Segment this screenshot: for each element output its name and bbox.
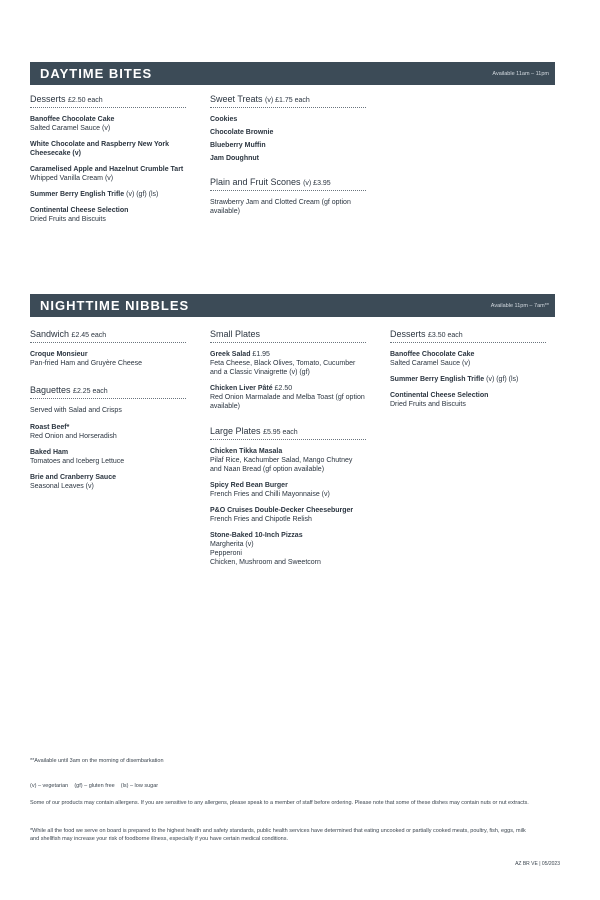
dietary-legend: (v) – vegetarian (gf) – gluten free (ls) – low sugar: [30, 783, 159, 789]
menu-item: Roast Beef* Red Onion and Horseradish: [30, 424, 117, 440]
menu-item: Jam Doughnut: [210, 155, 259, 162]
menu-item: P&O Cruises Double-Decker Cheeseburger French Fries and Chipotle Relish: [210, 507, 354, 523]
menu-item: Caramelised Apple and Hazelnut Crumble Tart Whipped Vanilla Cream (v): [30, 166, 184, 182]
nighttime-title: NIGHTTIME NIBBLES: [40, 298, 190, 313]
section-heading: Desserts £2.50 each: [30, 94, 186, 108]
menu-item: Chocolate Brownie: [210, 129, 274, 136]
scones-description: Strawberry Jam and Clotted Cream (gf option available): [210, 199, 351, 215]
menu-item: Summer Berry English Trifle (v) (gf) (ls): [30, 191, 159, 198]
menu-item: Banoffee Chocolate Cake Salted Caramel Sauce (v): [390, 351, 475, 367]
nighttime-banner: [30, 294, 555, 317]
daytime-desserts-section: [30, 94, 186, 231]
menu-item: Continental Cheese Selection Dried Fruits and Biscuits: [30, 207, 129, 223]
section-heading: Sweet Treats (v) £1.75 each: [210, 94, 366, 108]
section-heading: Small Plates: [210, 329, 366, 343]
section-heading: Large Plates £5.95 each: [210, 426, 366, 440]
menu-item: Chicken Tikka Masala Pilaf Rice, Kachumber Salad, Mango Chutney and Naan Bread (gf option available): [210, 448, 353, 473]
menu-item: Spicy Red Bean Burger French Fries and Chilli Mayonnaise (v): [210, 482, 330, 498]
menu-item: Croque Monsieur Pan-fried Ham and Gruyère Cheese: [30, 351, 143, 367]
daytime-availability: Available 11am – 11pm: [492, 70, 549, 77]
plates-column: [210, 329, 366, 574]
menu-item: White Chocolate and Raspberry New York Cheesecake (v): [30, 141, 169, 157]
document-code: AZ BR VE | 05/2023: [515, 861, 560, 867]
menu-item: Chicken Liver Pâté £2.50 Red Onion Marmalade and Melba Toast (gf option available): [210, 385, 365, 410]
menu-item: Greek Salad £1.95 Feta Cheese, Black Olives, Tomato, Cucumber and a Classic Vinaigrette (v) (gf): [210, 351, 356, 376]
menu-item: Cookies: [210, 116, 238, 123]
health-notice: *While all the food we serve on board is prepared to the highest health and safety standards, public health services have determined that eating uncooked or partially cooked meats, poultry, fish, eggs, milk and shellfish may increase your risk of foodborne illness, especially if you have certain medical conditions.: [30, 828, 526, 842]
menu-item: Brie and Cranberry Sauce Seasonal Leaves (v): [30, 474, 116, 490]
menu-item: Continental Cheese Selection Dried Fruits and Biscuits: [390, 392, 489, 408]
menu-item: Stone-Baked 10-Inch Pizzas Margherita (v) Pepperoni Chicken, Mushroom and Sweetcorn: [210, 532, 321, 566]
sweet-treats-section: [210, 94, 366, 216]
section-heading: Plain and Fruit Scones (v) £3.95: [210, 177, 366, 191]
daytime-title: DAYTIME BITES: [40, 66, 153, 81]
disembarkation-note: **Available until 3am on the morning of disembarkation: [30, 758, 164, 764]
sandwich-baguettes-column: [30, 329, 186, 498]
nighttime-desserts-section: [390, 329, 546, 416]
baguettes-intro: Served with Salad and Crisps: [30, 407, 122, 414]
daytime-banner: [30, 62, 555, 85]
menu-item: Blueberry Muffin: [210, 142, 266, 149]
menu-item: Summer Berry English Trifle (v) (gf) (ls): [390, 376, 519, 383]
allergen-notice: Some of our products may contain allergens. If you are sensitive to any allergens, please speak to a member of staff before ordering. Please note that some of these dishes may contain nuts or nut extracts.: [30, 800, 529, 806]
menu-item: Baked Ham Tomatoes and Iceberg Lettuce: [30, 449, 125, 465]
section-heading: Desserts £3.50 each: [390, 329, 546, 343]
section-heading: Sandwich £2.45 each: [30, 329, 186, 343]
menu-item: Banoffee Chocolate Cake Salted Caramel Sauce (v): [30, 116, 115, 132]
nighttime-availability: Available 11pm – 7am**: [490, 302, 549, 309]
section-heading: Baguettes £2.25 each: [30, 385, 186, 399]
